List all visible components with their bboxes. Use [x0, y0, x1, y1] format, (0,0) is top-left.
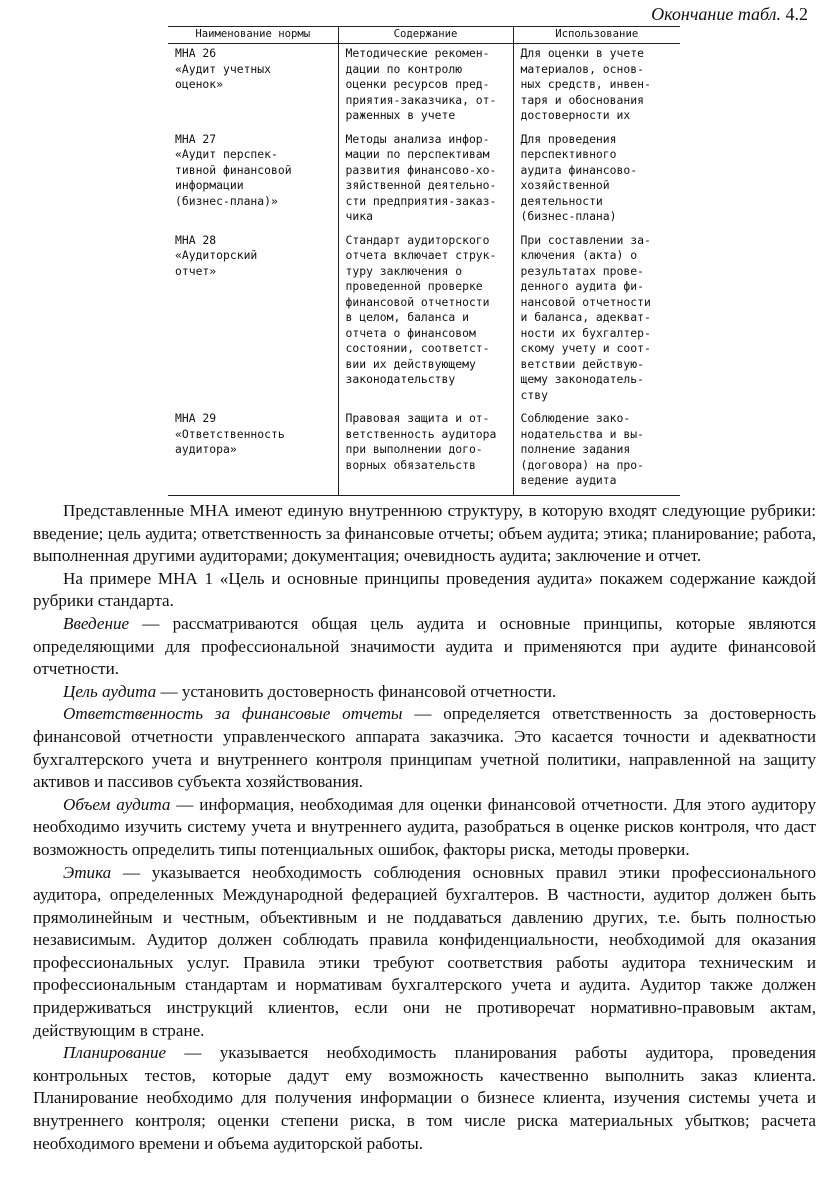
- paragraph-structure: Представленные МНА имеют единую внутреннюю структуру, в которую входят следующие рубрики: введение; цель аудита; ответственность за финансовые отчеты; объем аудита; этика; планирование; работа, выполненная другими аудиторами; документация; очевидность аудита; заключение и отчет.: [33, 501, 816, 566]
- definition-introduction: — рассматриваются общая цель аудита и основные принципы, которые являются определяющими для профессиональной значимости аудита и применяются при аудите финансовой отчетности.: [33, 613, 816, 679]
- norm-cell: МНА 26 «Аудит учетных оценок»: [175, 46, 272, 91]
- content-cell: Стандарт аудиторского отчета включает струк- туру заключения о проведенной проверке финансовой отчетности в целом, баланса и отчета о финансовом состоянии, соответст- вии их действующему законодательству: [338, 231, 513, 410]
- body-text: [33, 500, 816, 1155]
- paragraph-audit-goal: [33, 681, 816, 704]
- paragraph-example: На примере МНА 1 «Цель и основные принципы проведения аудита» покажем содержание каждой рубрики стандарта.: [33, 568, 816, 611]
- norm-cell: МНА 28 «Аудиторский отчет»: [175, 232, 258, 278]
- norm-cell: МНА 29 «Ответственность аудитора»: [168, 409, 338, 495]
- usage-cell: При составлении за- ключения (акта) о результатах прове- денного аудита фи- нансовой отчетности и баланса, адекват- ности их бухгалтер- скому учету и соот- ветствии действую- щему законодатель- ству: [513, 231, 680, 410]
- header-content: Содержание: [338, 27, 513, 44]
- table-row: [168, 231, 680, 410]
- table-row: [168, 44, 680, 130]
- term-introduction: Введение: [63, 613, 130, 633]
- header-usage: Использование: [513, 27, 680, 44]
- definition-planning: — указывается необходимость планирования работы аудитора, проведения контрольных тестов, которые дадут ему возможность качественно выполнить заказ клиента. Планирование необходимо для получения информации о бизнесе клиента, изучения системы учета и внутреннего контроля; оценки степени риска, в том числе риска материальных убытков; расчета необходимого времени и объема аудиторской работы.: [33, 1043, 816, 1153]
- header-norm-name: Наименование нормы: [168, 27, 338, 44]
- term-ethics: Этика: [63, 862, 112, 882]
- definition-ethics: — указывается необходимость соблюдения основных правил этики профессионального аудитора, определенных Международной федерацией бухгалтеров. В частности, аудитор должен быть прямолинейным и честным, объективным и не поддаваться давлению других, т.е. быть полностью независимым. Аудитор должен соблюдать правила конфиденциальности, необходимой для оказания профессиональных услуг. Правила этики требуют соответствия работы аудитора техническим и профессиональным стандартам и нормативам бухгалтерского учета и аудита. Аудитор также должен придерживаться инструкций клиентов, если они не противоречат нормативно-правовым актам, действующим в стране.: [33, 862, 816, 1040]
- paragraph-planning: [33, 1042, 816, 1155]
- term-audit-scope: Объем аудита: [63, 794, 171, 814]
- norm-cell: МНА 27 «Аудит перспек- тивной финансовой информации (бизнес-плана)»: [175, 131, 292, 208]
- paragraph-ethics: [33, 862, 816, 1043]
- paragraph-introduction: [33, 613, 816, 681]
- usage-cell: Для оценки в учете материалов, основ- ных средств, инвен- таря и обоснования достоверности их: [513, 44, 680, 130]
- usage-cell: Соблюдение зако- нодательства и вы- полнение задания (договора) на про- ведение аудита: [513, 409, 680, 495]
- definition-audit-goal: — установить достоверность финансовой отчетности.: [156, 681, 557, 701]
- definition-responsibility: — определяется ответственность за достоверность финансовой отчетности управленческого аппарата заказчика. Это касается точности и адекватности бухгалтерского учета и внутреннего контроля принципам учетной политики, направленной на защиту активов и пассивов субъекта хозяйствования.: [33, 704, 816, 792]
- content-cell: Методы анализа инфор- мации по перспективам развития финансово-хо- зяйственной деятельно- сти предприятия-заказ- чика: [338, 130, 513, 231]
- audit-norms-table: [168, 26, 680, 496]
- term-audit-goal: Цель аудита: [63, 681, 157, 701]
- term-responsibility: Ответственность за финансовые отчеты: [63, 704, 403, 724]
- usage-cell: Для проведения перспективного аудита финансово- хозяйственной деятельности (бизнес-плана): [513, 130, 680, 231]
- paragraph-audit-scope: [33, 794, 816, 862]
- continuation-text: Окончание табл.: [651, 4, 781, 24]
- content-cell: Правовая защита и от- ветственность аудитора при выполнении дого- ворных обязательств: [338, 409, 513, 495]
- table-row: [168, 130, 680, 231]
- table-number: 4.2: [785, 4, 808, 24]
- table-continuation-label: [651, 4, 808, 25]
- content-cell: Методические рекомен- дации по контролю оценки ресурсов пред- приятия-заказчика, от- раженных в учете: [338, 44, 513, 130]
- definition-audit-scope: — информация, необходимая для оценки финансовой отчетности. Для этого аудитору необходимо изучить систему учета и внутреннего аудита, разобраться в оценке рисков контроля, что даст возможность определить типы потенциальных ошибок, факторы риска, методы проверки.: [33, 794, 816, 859]
- table-header-row: [168, 27, 680, 44]
- table-row: [168, 409, 680, 495]
- term-planning: Планирование: [63, 1043, 167, 1063]
- paragraph-responsibility: [33, 703, 816, 793]
